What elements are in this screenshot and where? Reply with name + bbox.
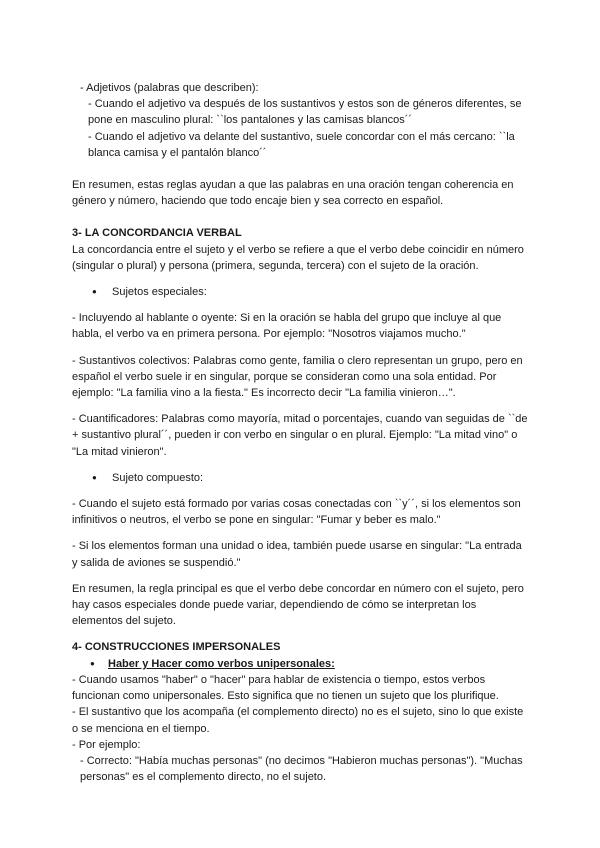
- paragraph-hablante: - Incluyendo al hablante o oyente: Si en la oración se habla del grupo que incluye al que habla, el verbo va en primera persona. Por ejemplo: "Nosotros viajamos mucho.": [72, 312, 502, 341]
- section-4-line-4: - Correcto: "Había muchas personas" (no decimos "Habieron muchas personas"). "Muchas personas" es el complemento directo, no el sujeto.: [80, 754, 523, 784]
- bullet-haber-hacer: [72, 656, 528, 672]
- bullet-sujetos-especiales: ● Sujetos especiales:: [72, 284, 528, 300]
- section-4-line-1: - Cuando usamos "haber" o "hacer" para hablar de existencia o tiempo, estos verbos funcionan como unipersonales. Esto significa que no tienen un sujeto que los plurifique.: [72, 673, 499, 703]
- section-3-title: 3- LA CONCORDANCIA VERBAL: [72, 227, 242, 240]
- paragraph-compuesto-2: - Si los elementos forman una unidad o idea, también puede usarse en singular: "La entrada y salida de aviones se suspendió.": [72, 540, 522, 569]
- resumen-paragraph-1: En resumen, estas reglas ayudan a que las palabras en una oración tengan coherencia en género y número, haciendo que todo encaje bien y sea correcto en español.: [72, 179, 514, 208]
- section-4-title: 4- CONSTRUCCIONES IMPERSONALES: [72, 641, 281, 654]
- bullet-haber-hacer-text: Haber y Hacer como verbos unipersonales:: [108, 657, 335, 670]
- section-3-intro: La concordancia entre el sujeto y el verbo se refiere a que el verbo debe coincidir en número (singular o plural) y persona (primera, segunda, tercera) con el sujeto de la oración.: [72, 243, 524, 272]
- section-4-line-2: - El sustantivo que los acompaña (el complemento directo) no es el sujeto, sino lo que existe o se menciona en el tiempo.: [72, 706, 524, 735]
- paragraph-cuantificadores: - Cuantificadores: Palabras como mayoría, mitad o porcentajes, cuando van seguidas de ``de + sustantivo plural´´, pueden ir con verbo en singular o en plural. Ejemplo: "La mitad vino" o "La mitad vinieron".: [72, 413, 528, 458]
- resumen-paragraph-2: En resumen, la regla principal es que el verbo debe concordar en número con el sujeto, pero hay casos especiales donde puede variar, dependiendo de cómo se interpretan los elementos del sujeto.: [72, 582, 524, 628]
- paragraph-colectivos: - Sustantivos colectivos: Palabras como gente, familia o clero representan un grupo, pero en español el verbo suele ir en singular, porque se consideran como una sola entidad. Por ejemplo: "La familia vino a la fiesta." Es incorrecto decir "La familia vinieron…".: [72, 354, 523, 400]
- paragraph-compuesto-1: - Cuando el sujeto está formado por varias cosas conectadas con ``y´´, si los elementos son infinitivos o neutros, el verbo se pone en singular: "Fumar y beber es malo.": [72, 498, 521, 527]
- document-page: [72, 80, 528, 785]
- section-4-line-3: - Por ejemplo:: [72, 738, 141, 751]
- adjetivos-item-2: - Cuando el adjetivo va delante del sustantivo, suele concordar con el más cercano: ``la blanca camisa y el pantalón blanco´´: [88, 130, 515, 159]
- adjetivos-item-1: - Cuando el adjetivo va después de los sustantivos y estos son de géneros diferentes, se pone en masculino plural: ``los pantalones y las camisas blancos´´: [88, 98, 522, 127]
- bullet-sujeto-compuesto: ● Sujeto compuesto:: [72, 470, 528, 486]
- adjetivos-intro: - Adjetivos (palabras que describen):: [80, 82, 259, 94]
